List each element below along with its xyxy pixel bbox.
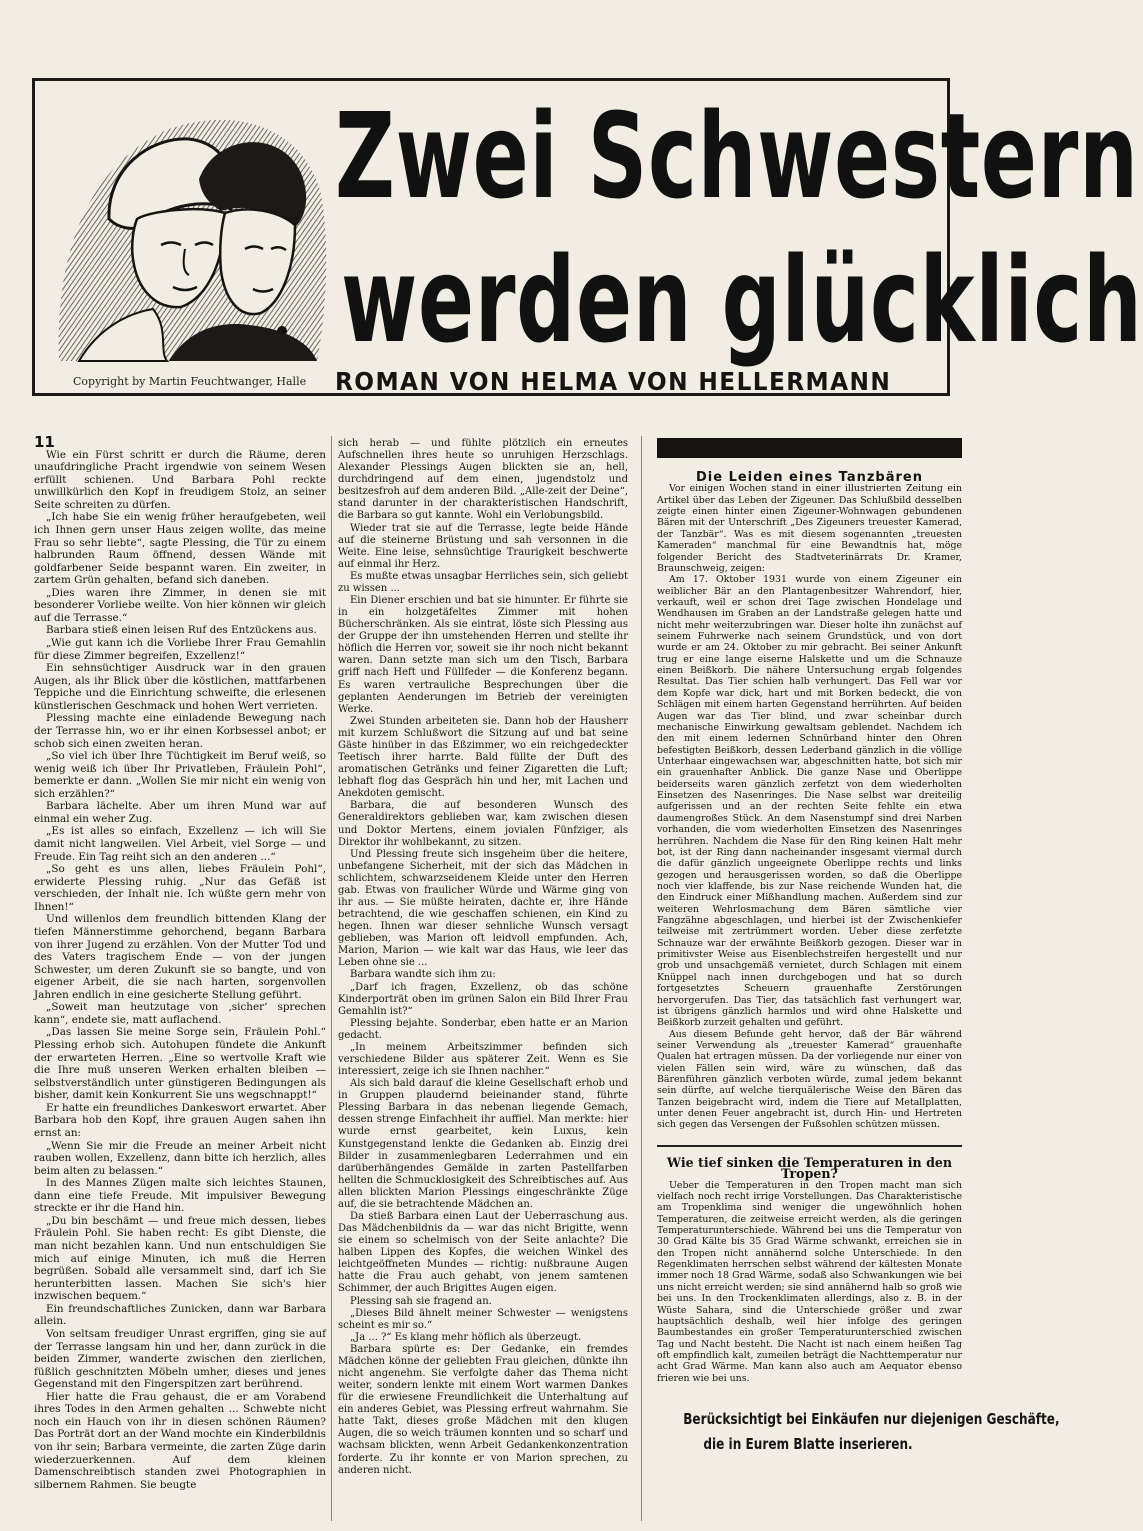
paragraph: „Wenn Sie mir die Freude an meiner Arbeit nicht rauben wollen, Exzellenz, dann bitte ich herzlich, alles beim alten zu belassen.“ — [34, 1139, 326, 1177]
paragraph: Barbara wandte sich ihm zu: — [350, 969, 496, 981]
paragraph: „Dies waren ihre Zimmer, in denen sie mit besonderer Vorliebe weilte. Von hier können wir gleich auf die Terrasse.“ — [34, 586, 326, 624]
paragraph: Barbara lächelte. Aber um ihren Mund war auf einmal ein weher Zug. — [34, 800, 326, 825]
paragraph: „Es ist alles so einfach, Exzellenz — ich will Sie damit nicht langweilen. Viel Arbeit, viel Sorge — und Freude. Ein Tag reiht sich an den anderen ...“ — [34, 825, 326, 863]
paragraph: In des Mannes Zügen malte sich leichtes Staunen, dann eine tiefe Freude. Mit impulsiver Bewegung streckte er ihr die Hand hin. — [34, 1177, 326, 1215]
chapter-number: 11 — [34, 433, 55, 451]
paragraph: Aus diesem Befunde geht hervor, daß der Bär während seiner Verwendung als „treuester Kamerad“ grauenhafte Qualen hat ertragen müssen. Da der vorliegende nur einer von vielen Fällen sein wird, wäre zu wünschen, daß das Bärenführen gänzlich verboten würde, zumal jedem bekannt sein dürfte, auf welche tierquälerische Weise den Bären das Tanzen beigebracht wird, indem die Tiere auf Metallplatten, unter denen Feuer angebracht ist, durch Hin- und Hertreten sich gegen das Versengen der Fußsohlen schützen müssen. — [657, 1028, 962, 1131]
paragraph: Ein freundschaftliches Zunicken, dann war Barbara allein. — [34, 1302, 326, 1328]
article-separator — [657, 1145, 962, 1147]
paragraph: Barbara, die auf besonderen Wunsch des Generaldirektors geblieben war, kam zwischen diesen und Doktor Mertens, einem jovialen Fünfziger, als Direktor ihr wohlbekannt, zu sitzen. — [338, 800, 628, 848]
paragraph: Barbara spürte es: Der Gedanke, ein fremdes Mädchen könne der geliebten Frau gleichen, dünkte ihn nicht angenehm. Sie verfolgte daher das Thema nicht weiter, sondern lenkte mit einem Wort warmen Dankes für die erwiesene Freundlichkeit die Unterhaltung auf ein anderes Gebiet, was Plessing erfreut wahrnahm. Sie hatte Takt, dieses große Mädchen mit den klugen Augen, die so weich träumen konnten und so scharf und wachsam blickten, wenn Arbeit Gedankenkonzentration forderte. Zu ihr konnte er von Marion sprechen, zu anderen nicht. — [338, 1343, 628, 1476]
paragraph: „Darf ich fragen, Exzellenz, ob das schöne Kinderporträt oben im grünen Salon ein Bild Ihrer Frau Gemahlin ist?“ — [338, 981, 628, 1017]
paragraph: Als sich bald darauf die kleine Gesellschaft erhob und in Gruppen plaudernd beieinander stand, führte Plessing Barbara in das nebenan liegende Gemach, dessen strenge Einfachheit ihr auffiel. Man merkte: hier wurde ernst gearbeitet, kein Luxus, kein Kunstgegenstand lenkte die Gedanken ab. Einzig drei Bilder in zusammenlegbaren Lederrahmen und ein darüberhängendes Gemälde in zarten Pastellfarben hellten die Schmucklosigkeit des Schreibtisches auf. Aus allen blickten Marion Plessings eingeschränkte Züge auf, die sie betrachtende Mädchen an. — [338, 1078, 628, 1210]
paragraph: Plessing bejahte. Sonderbar, eben hatte er an Marion gedacht. — [338, 1017, 628, 1041]
advertising-notice — [648, 1407, 1060, 1457]
paragraph: Ein Diener erschien und bat sie hinunter. Er führte sie in ein holzgetäfeltes Zimmer mit hohen Bücherschränken. Als sie eintrat, löste sich Plessing aus der Gruppe der ihn umstehenden Herren und stellte ihr höflich die Herren vor, soweit sie ihr noch nicht bekannt waren. Dann setzte man sich um den Tisch, Barbara griff nach Heft und Füllfeder — die Konferenz begann. Es waren vertrauliche Besprechungen über die geplanten Aenderungen im Betrieb der vereinigten Werke. — [338, 595, 628, 715]
paragraph: Von seltsam freudiger Unrast ergriffen, ging sie auf der Terrasse langsam hin und her, dann zurück in die beiden Zimmer, wanderte zwischen den zierlichen, füßlich geschnitzten Möbeln umher, dieses und jenes Gegenstand mit den Fingerspitzen zart berührend. — [34, 1327, 326, 1391]
paragraph: sich herab — und fühlte plötzlich ein erneutes Aufschnellen ihres heute so unruhigen Herzschlags. Alexander Plessings Augen blickten sie an, hell, durchdringend auf dem einen, jugendstolz und besitzesfroh auf dem anderen Bild. „Alle-zeit der Deine“, stand darunter in der charakteristischen Handschrift, die Barbara so gut kannte. Wohl ein Verlobungsbild. — [338, 438, 628, 522]
paragraph: Ueber die Temperaturen in den Tropen macht man sich vielfach noch recht irrige Vorstellungen. Das Charakteristische am Tropenklima sind weniger die ungewöhnlich hohen Temperaturen, die zeitweise erreicht werden, als die geringen Temperaturunterschiede. Während bei uns die Temperatur von 30 Grad Kälte bis 35 Grad Wärme schwankt, erreichen sie in den Tropen nicht annähernd solche Unterschiede. In den Regenklimaten herrschen selbst während der kältesten Monate immer noch 18 Grad Wärme, sodaß also Schwankungen wie bei uns nicht erreicht werden; sie sind annähernd halb so groß wie bei uns. In den Trockenklimaten allerdings, also z. B. in der Wüste Sahara, sind die Unterschiede größer und zwar hauptsächlich deshalb, weil hier infolge des geringen Baumbestandes ein großer Temperaturunterschied zwischen Tag und Nacht besteht. Die Nacht ist nach einem heißen Tag oft empfindlich kalt, zumeilen beträgt die Nachttemperatur nur acht Grad Wärme. Man kann also auch am Aequator ebenso frieren wie bei uns. — [657, 1179, 962, 1384]
paragraph: Barbara stieß einen leisen Ruf des Entzückens aus. — [46, 624, 317, 637]
paragraph: „Das lassen Sie meine Sorge sein, Fräulein Pohl.“ Plessing erhob sich. Autohupen fündete die Ankunft der erwarteten Herren. „Eine so wertvolle Kraft wie die Ihre muß unseren Werken erhalten bleiben — selbstverständlich unter günstigeren Bedingungen als bisher, damit kein Konkurrent Sie uns wegschnappt!“ — [34, 1026, 326, 1102]
paragraph: Vor einigen Wochen stand in einer illustrierten Zeitung ein Artikel über das Leben der Zigeuner. Das Schlußbild desselben zeigte einen hinter einen Zigeuner-Wohnwagen gebundenen Bären mit der Unterschrift „Des Zigeuners treuester Kamerad, der Tanzbär“. Was es mit diesem sogenannten „treuesten Kameraden“ manchmal für eine Bewandtnis hat, möge folgender Bericht des Stadtveterinärrats Dr. Kramer, Braunschweig, zeigen: — [657, 483, 962, 574]
two-women-illustration — [49, 99, 334, 371]
paragraph: Plessing sah sie fragend an. — [350, 1295, 492, 1307]
advertising-line-1: Berücksichtigt bei Einkäufen nur diejenigen Geschäfte, — [683, 1410, 1060, 1428]
paragraph: Es mußte etwas unsagbar Herrliches sein, sich geliebt zu wissen ... — [338, 570, 628, 594]
paragraph: „So geht es uns allen, liebes Fräulein Pohl“, erwiderte Plessing ruhig. „Nur das Gefäß ist verschieden, der Inhalt nie. Ich wüßte gern mehr von Ihnen!“ — [34, 863, 326, 913]
paragraph: Wieder trat sie auf die Terrasse, legte beide Hände auf die steinerne Brüstung und sah versonnen in die Weite. Eine leise, sehnsüchtige Traurigkeit beschwerte auf einmal ihr Herz. — [338, 522, 628, 570]
article-title-tropen: Wie tief sinken die Temperaturen in den Tropen? — [666, 1154, 953, 1182]
paragraph: Hier hatte die Frau gehaust, die er am Vorabend ihres Todes in den Armen gehalten ... Schwebte nicht noch ein Hauch von ihr in diesen schönen Räumen? Das Porträt dort an der Wand mochte ein Kinderbildnis von ihr sein; Barbara vermeinte, die zarten Züge darin wiederzuerkennen. Auf dem kleinen Damenschreibtisch standen zwei Photographien in silbernem Rahmen. Sie beugte — [34, 1390, 326, 1491]
paragraph: Zwei Stunden arbeiteten sie. Dann hob der Hausherr mit kurzem Schlußwort die Sitzung auf und bat seine Gäste hinüber in das Eßzimmer, wo ein reichgedeckter Teetisch ihrer harrte. Bald füllte der Duft des aromatischen Getränks und feiner Zigaretten die Luft; lebhaft flog das Gespräch hin und her, mit Lachen und Anekdoten gemischt. — [338, 715, 628, 800]
copyright-note: Copyright by Martin Feuchtwanger, Halle — [73, 375, 307, 388]
paragraph: Wie ein Fürst schritt er durch die Räume, deren unaufdringliche Pracht irgendwie von seinem Wesen erfüllt schienen. Und Barbara Pohl reckte unwillkürlich den Kopf in freudigem Stolz, an seiner Seite schreiten zu dürfen. — [34, 448, 326, 511]
paragraph: Da stieß Barbara einen Laut der Ueberraschung aus. Das Mädchenbildnis da — war das nicht Brigitte, wenn sie einem so schelmisch von der Seite anlachte? Die halben Lippen des Kopfes, die weichen Winkel des leichtgeöffneten Mundes — richtig: nußbraune Augen hatte die Frau auch gehabt, von jenem samtenen Schimmer, der auch Brigittes Augen eigen. — [338, 1211, 628, 1295]
column-divider — [641, 436, 642, 1521]
paragraph: „Dieses Bild ähnelt meiner Schwester — wenigstens scheint es mir so.“ — [338, 1307, 628, 1331]
novel-column-2 — [338, 438, 628, 1477]
black-header-bar — [657, 438, 962, 458]
paragraph: Er hatte ein freundliches Dankeswort erwartet. Aber Barbara hob den Kopf, ihre grauen Augen sahen ihn ernst an: — [34, 1101, 326, 1139]
news-column-3 — [657, 438, 962, 1384]
paragraph: „Wie gut kann ich die Vorliebe Ihrer Frau Gemahlin für diese Zimmer begreifen, Exzellenz!“ — [34, 637, 326, 662]
article-header-box — [32, 78, 1143, 396]
author-byline: ROMAN VON HELMA VON HELLERMANN — [335, 367, 892, 396]
paragraph: Und Plessing freute sich insgeheim über die heitere, unbefangene Sicherheit, mit der sich das Mädchen in schlichtem, schwarzseidenem Kleide unter den Herren gab. Etwas von fraulicher Würde und Wärme ging von ihr aus. — Sie müßte heiraten, dachte er, ihre Hände betrachtend, die wie geschaffen schienen, ein Kind zu hegen. Ihnen war dieser sehnliche Wunsch versagt geblieben, was Marion oft leidvoll empfunden. Ach, Marion, Marion — wie kalt war das Haus, wie leer das Leben ohne sie ... — [338, 848, 628, 969]
headline-line-1: Zwei Schwestern — [335, 87, 1139, 225]
column-divider — [331, 436, 332, 1521]
paragraph: „Ja ... ?“ Es klang mehr höflich als überzeugt. — [350, 1331, 582, 1343]
paragraph: Plessing machte eine einladende Bewegung nach der Terrasse hin, wo er ihr einen Korbsessel anbot; er schob sich einen zweiten heran. — [34, 712, 326, 750]
novel-column-1 — [34, 433, 326, 1491]
paragraph: „Du bin beschämt — und freue mich dessen, liebes Fräulein Pohl. Sie haben recht: Es gibt Dienste, die man nicht bezahlen kann. Und nun entschuldigen Sie mich auf einige Minuten, ich muß die Herren begrüßen. Sobald alle versammelt sind, darf ich Sie herunterbitten lassen. Machen Sie sich's hier inzwischen bequem.“ — [34, 1214, 326, 1303]
paragraph: Und willenlos dem freundlich bittenden Klang der tiefen Männerstimme gehorchend, begann Barbara von ihrer Jugend zu erzählen. Von der Mutter Tod und des Vaters tragischem Ende — von der jungen Schwester, um deren Zukunft sie so bangte, und von eigener Arbeit, die sie nach harten, sorgenvollen Jahren endlich in eine gesicherte Stellung geführt. — [34, 913, 326, 1001]
paragraph: „In meinem Arbeitszimmer befinden sich verschiedene Bilder aus späterer Zeit. Wenn es Sie interessiert, zeige ich sie Ihnen nachher.“ — [338, 1041, 628, 1078]
paragraph: Am 17. Oktober 1931 wurde von einem Zigeuner ein weiblicher Bär an den Plantagenbesitzer Wahrendorf, hier, verkauft, weil er schon drei Tage zwischen Hondelage und Wendhausen im Graben an der Landstraße gelegen hatte und nicht mehr weiterzubringen war. Dieser holte ihn zunächst auf seinem Fuhrwerke nach seinem Grundstück, und von dort wurde er am 24. Oktober zu mir gebracht. Bei seiner Ankunft trug er eine lange eiserne Halskette und um die Schnauze einen Beißkorb. Die nähere Untersuchung ergab folgendes Resultat. Das Tier schien halb verhungert. Das Fell war vor dem Kopfe war dick, hart und mit Borken bedeckt, die von Schlägen mit einem harten Gegenstand herrührten. Auf beiden Augen war das Tier blind, und zwar scheinbar durch mechanische Einwirkung gewaltsam geblendet. Nachdem ich den mit einem ledernen Schnürband hinter den Ohren befestigten Beißkorb, dessen Lederband gänzlich in die völlige Unterhaar eingewachsen war, abgeschnitten hatte, bot sich mir ein grauenhafter Anblick. Die ganze Nase und Oberlippe beiderseits waren gänzlich zerfetzt von dem wiederholten Einsetzen des Nasenringes. Die Nase selbst war dreiteilig aufgerissen und an der rechten Seite fehlte ein etwa daumengroßes Stück. An dem Nasenstumpf sind drei Narben vorhanden, die vom wiederholten Einsetzen des Nasenringes herrühren. Nachdem die Nase für den Ring keinen Halt mehr bot, ist der Ring dann nacheinander insgesamt viermal durch die dafür gänzlich ungeeignete Oberlippe rechts und links gezogen und herausgerissen worden, so daß die Oberlippe noch vier klaffende, bis zur Nase reichende Wunden hat, die den Eindruck einer Mißhandlung machen. Außerdem sind zur weiteren Wehrlosmachung dem Bären sämtliche vier Fangzähne abgeschlagen, und hierbei ist der Zwischenkiefer teilweise mit zertrümmert worden. Ueber diese zerfetzte Schnauze war der erwähnte Beißkorb gezogen. Dieser war in primitivster Weise aus Eisenblechstreifen hergestellt und nur grob und unsachgemäß vernietet, durch Schlagen mit einem Knüppel nach innen durchgebogen und hat so durch fortgesetztes Scheuern grauenhafte Zerstörungen hervorgerufen. Das Tier, das tatsächlich fast verhungert war, ist übrigens gänzlich harmlos und wird ohne Halskette und Beißkorb zurzeit gehalten und geführt. — [657, 574, 962, 1029]
paragraph: „Soweit man heutzutage von ‚sicher‘ sprechen kann“, endete sie, matt auflachend. — [34, 1001, 326, 1026]
headline-line-2: werden glücklich — [341, 231, 1143, 369]
paragraph: „So viel ich über Ihre Tüchtigkeit im Beruf weiß, so wenig weiß ich über Ihr Privatleben, Fräulein Pohl“, bemerkte er dann. „Wollen Sie mir nicht ein wenig von sich erzählen?“ — [34, 750, 326, 800]
article-title-tanzbaer: Die Leiden eines Tanzbären — [695, 470, 923, 485]
paragraph: Ein sehnsüchtiger Ausdruck war in den grauen Augen, als ihr Blick über die köstlichen, mattfarbenen Teppiche und die Einrichtung schweifte, die erlesenen künstlerischen Geschmack und hohen Wert verrieten. — [34, 662, 326, 712]
paragraph: „Ich habe Sie ein wenig früher heraufgebeten, weil ich Ihnen gern unser Haus zeigen wollte, das meine Frau so sehr liebte“, sagte Plessing, die Tür zu einem halbrunden Raum öffnend, dessen Wände mit goldfarbener Seide bespannt waren. Ein zweiter, in zartem Grün gehalten, befand sich daneben. — [34, 511, 326, 587]
advertising-line-2: die in Eurem Blatte inserieren. — [703, 1435, 913, 1453]
